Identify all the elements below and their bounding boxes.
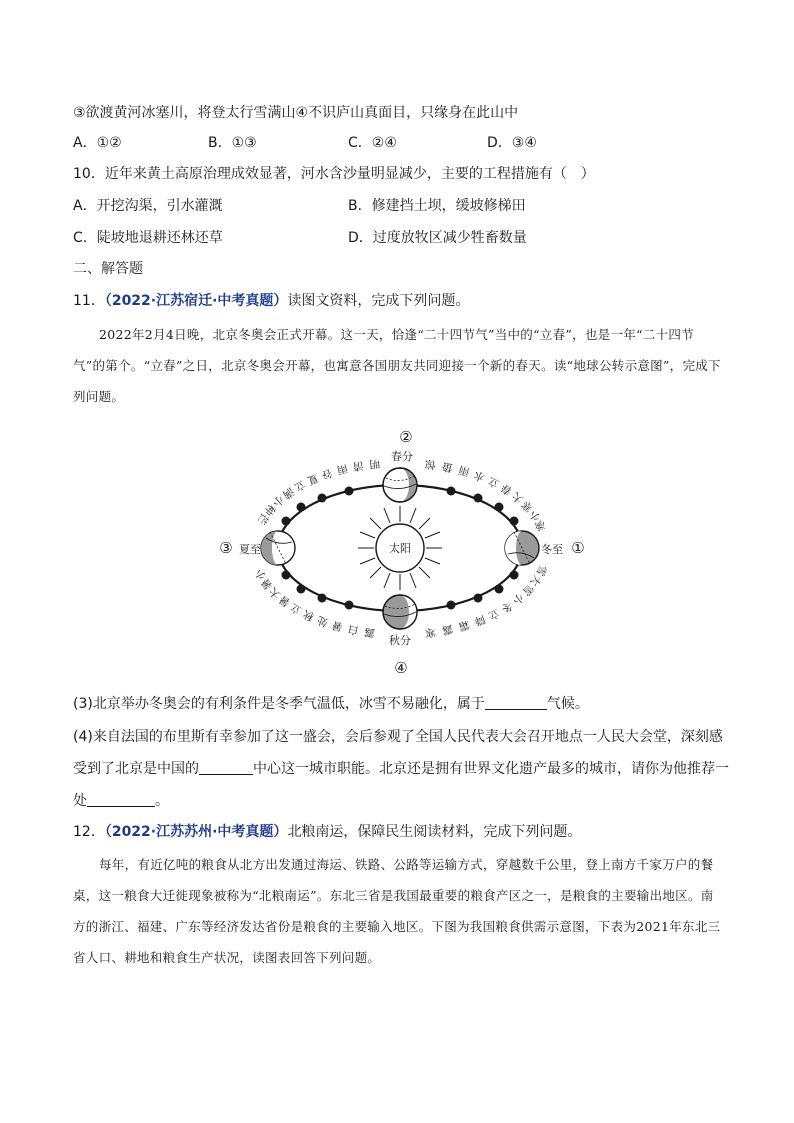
marker-2: ② — [399, 428, 413, 446]
q4-text-c1: 处 — [73, 793, 87, 809]
term-top-left-2: 小 — [270, 492, 286, 509]
term-top-left-5: 夏 — [305, 471, 321, 487]
term-bottom-right-3: 降 — [472, 612, 487, 628]
q9-option-c[interactable]: C．②④ — [348, 135, 397, 151]
term-top-left-6: 谷 — [320, 466, 334, 481]
terms-top-left — [255, 457, 381, 527]
q12-passage — [73, 849, 725, 973]
term-bottom-right-4: 立 — [486, 606, 502, 622]
term-bottom-right-2: 霜 — [457, 618, 471, 633]
term-top-right-3: 水 — [472, 468, 487, 484]
term-top-right-1: 蛰 — [441, 459, 454, 474]
q10-option-c[interactable]: C．陡坡地退耕还林还草 — [73, 230, 223, 246]
label-winter-solstice: 冬至 — [541, 543, 563, 556]
q11-subquestion-3 — [73, 694, 589, 714]
sun-label: 太阳 — [389, 542, 411, 555]
q3-text-b: 气候。 — [546, 696, 589, 712]
q4-text-c2: 。 — [155, 793, 169, 809]
q11-source: （2022·江苏宿迁·中考真题） — [104, 293, 288, 309]
earth-autumnal-equinox — [383, 595, 417, 629]
term-bottom-left-6: 处 — [315, 613, 330, 629]
q11-number: 11． — [73, 293, 105, 309]
earth-revolution-diagram — [200, 420, 600, 680]
term-bottom-left-0: 小 — [253, 567, 269, 583]
q11-passage-text: 2022年2月4日晚，北京冬奥会正式开幕。这一天，恰逢“二十四节气”当中的“立春”，也是一年“二十四节气”的第个。“立春”之日，北京冬奥会开幕，也寓意各国朋友共同迎接一个新的春天。读“地球公转示意图”，完成下列问题。 — [73, 327, 721, 404]
term-bottom-right-0: 寒 — [424, 625, 437, 639]
q12-passage-text: 每年，有近亿吨的粮食从北方出发通过海运、铁路、公路等运输方式，穿越数千公里，登上南方千家万户的餐桌，这一粮食大迁徙现象被称为“北粮南运”。东北三省是我国最重要的粮食产区之一，是粮食的主要输出地区。南方的浙江、福建、广东等经济发达省份是粮食的主要输入地区。下图为我国粮食供需示意图，下表为2021年东北三省人口、耕地和粮食生产状况，读图表回答下列问题。 — [73, 857, 721, 965]
term-bottom-right-8: 大 — [527, 572, 544, 588]
earth-summer-solstice — [261, 531, 295, 565]
q11-passage — [73, 319, 725, 412]
term-bottom-right-5: 冬 — [499, 598, 515, 615]
label-summer-solstice: 夏至 — [239, 543, 261, 556]
label-vernal-equinox: 春分 — [391, 450, 413, 463]
term-top-right-4: 立 — [486, 474, 502, 490]
q10-stem: 10．近年来黄土高原治理成效显著，河水含沙量明显减少，主要的工程措施有（ ） — [73, 166, 595, 182]
term-bottom-left-5: 秋 — [301, 607, 317, 623]
term-bottom-left-1: 暑 — [259, 576, 276, 592]
term-bottom-right-6: 小 — [510, 590, 526, 607]
term-bottom-right-1: 露 — [441, 622, 454, 637]
term-top-right-6: 大 — [510, 489, 526, 506]
marker-3: ③ — [219, 539, 233, 557]
terms-bottom-left — [252, 567, 375, 639]
term-bottom-left-2: 大 — [267, 584, 284, 601]
q11-intro: 读图文资料，完成下列问题。 — [287, 293, 470, 309]
q4-text-b2: 中心这一城市职能。北京还是拥有世界文化遗产最多的城市，请你为他推荐一 — [253, 761, 729, 777]
q12-intro: 北粮南运，保障民生阅读材料，完成下列问题。 — [287, 824, 582, 840]
q3-answer-blank[interactable] — [485, 695, 547, 710]
terms-bottom-right — [424, 563, 549, 640]
q10-option-b[interactable]: B．修建挡土坝，缓坡修梯田 — [348, 198, 526, 214]
term-top-left-7: 雨 — [335, 461, 349, 477]
marker-4: ④ — [394, 659, 408, 677]
sun — [358, 506, 442, 590]
q11-subquestion-4-line2 — [73, 759, 729, 779]
q12-source: （2022·江苏苏州·中考真题） — [104, 824, 288, 840]
q3-text-a: (3)北京举办冬奥会的有利条件是冬季气温低，冰雪不易融化，属于 — [73, 696, 485, 712]
term-top-right-8: 小 — [527, 508, 544, 524]
term-bottom-right-9: 雪 — [533, 563, 549, 578]
term-top-right-0: 惊 — [424, 457, 437, 471]
section-title: 二、解答题 — [73, 261, 143, 277]
earth-vernal-equinox — [383, 468, 417, 502]
term-top-left-9: 明 — [368, 456, 381, 470]
term-bottom-left-8: 白 — [346, 622, 360, 637]
q9-option-a[interactable]: A．①② — [73, 135, 122, 151]
term-top-left-4: 立 — [292, 477, 308, 494]
q11-subquestion-4-line1: (4)来自法国的布里斯有幸参加了这一盛会，会后参观了全国人民代表大会召开地点一人民大会堂，深刻感 — [73, 729, 723, 745]
q11-header — [73, 291, 469, 311]
term-top-left-0: 芒 — [254, 510, 271, 527]
marker-1: ① — [571, 539, 585, 557]
term-top-left-8: 清 — [351, 458, 365, 473]
q10-option-d[interactable]: D．过度放牧区减少牲畜数量 — [348, 230, 527, 246]
term-bottom-right-7: 雪 — [519, 581, 536, 598]
q9-option-b[interactable]: B．①③ — [208, 135, 257, 151]
q4-answer-blank-1[interactable] — [199, 760, 253, 775]
term-top-right-7: 寒 — [519, 498, 536, 515]
term-bottom-left-7: 暑 — [330, 618, 345, 633]
term-bottom-left-9: 露 — [363, 625, 376, 639]
q12-number: 12． — [73, 824, 105, 840]
q12-header — [73, 822, 581, 842]
q4-answer-blank-2[interactable] — [87, 792, 155, 807]
term-top-right-2: 雨 — [457, 463, 471, 478]
term-top-right-9: 寒 — [533, 518, 549, 533]
q4-text-b1: 受到了北京是中国的 — [73, 761, 199, 777]
q9-option-line: ③欲渡黄河冰塞川，将登太行雪满山④不识庐山真面目，只缘身在此山中 — [73, 105, 519, 121]
q11-subquestion-4-line3 — [73, 791, 169, 811]
q9-option-d[interactable]: D．③④ — [487, 135, 537, 151]
terms-top-right — [424, 457, 549, 533]
earth-winter-solstice — [505, 531, 539, 565]
term-top-left-3: 满 — [280, 484, 296, 501]
term-top-right-5: 春 — [499, 481, 515, 498]
label-autumnal-equinox: 秋分 — [389, 634, 411, 647]
term-bottom-left-3: 暑 — [277, 592, 293, 609]
q10-option-a[interactable]: A．开挖沟渠，引水灌溉 — [73, 198, 223, 214]
term-bottom-left-4: 立 — [288, 600, 304, 617]
term-top-left-1: 种 — [261, 501, 278, 518]
